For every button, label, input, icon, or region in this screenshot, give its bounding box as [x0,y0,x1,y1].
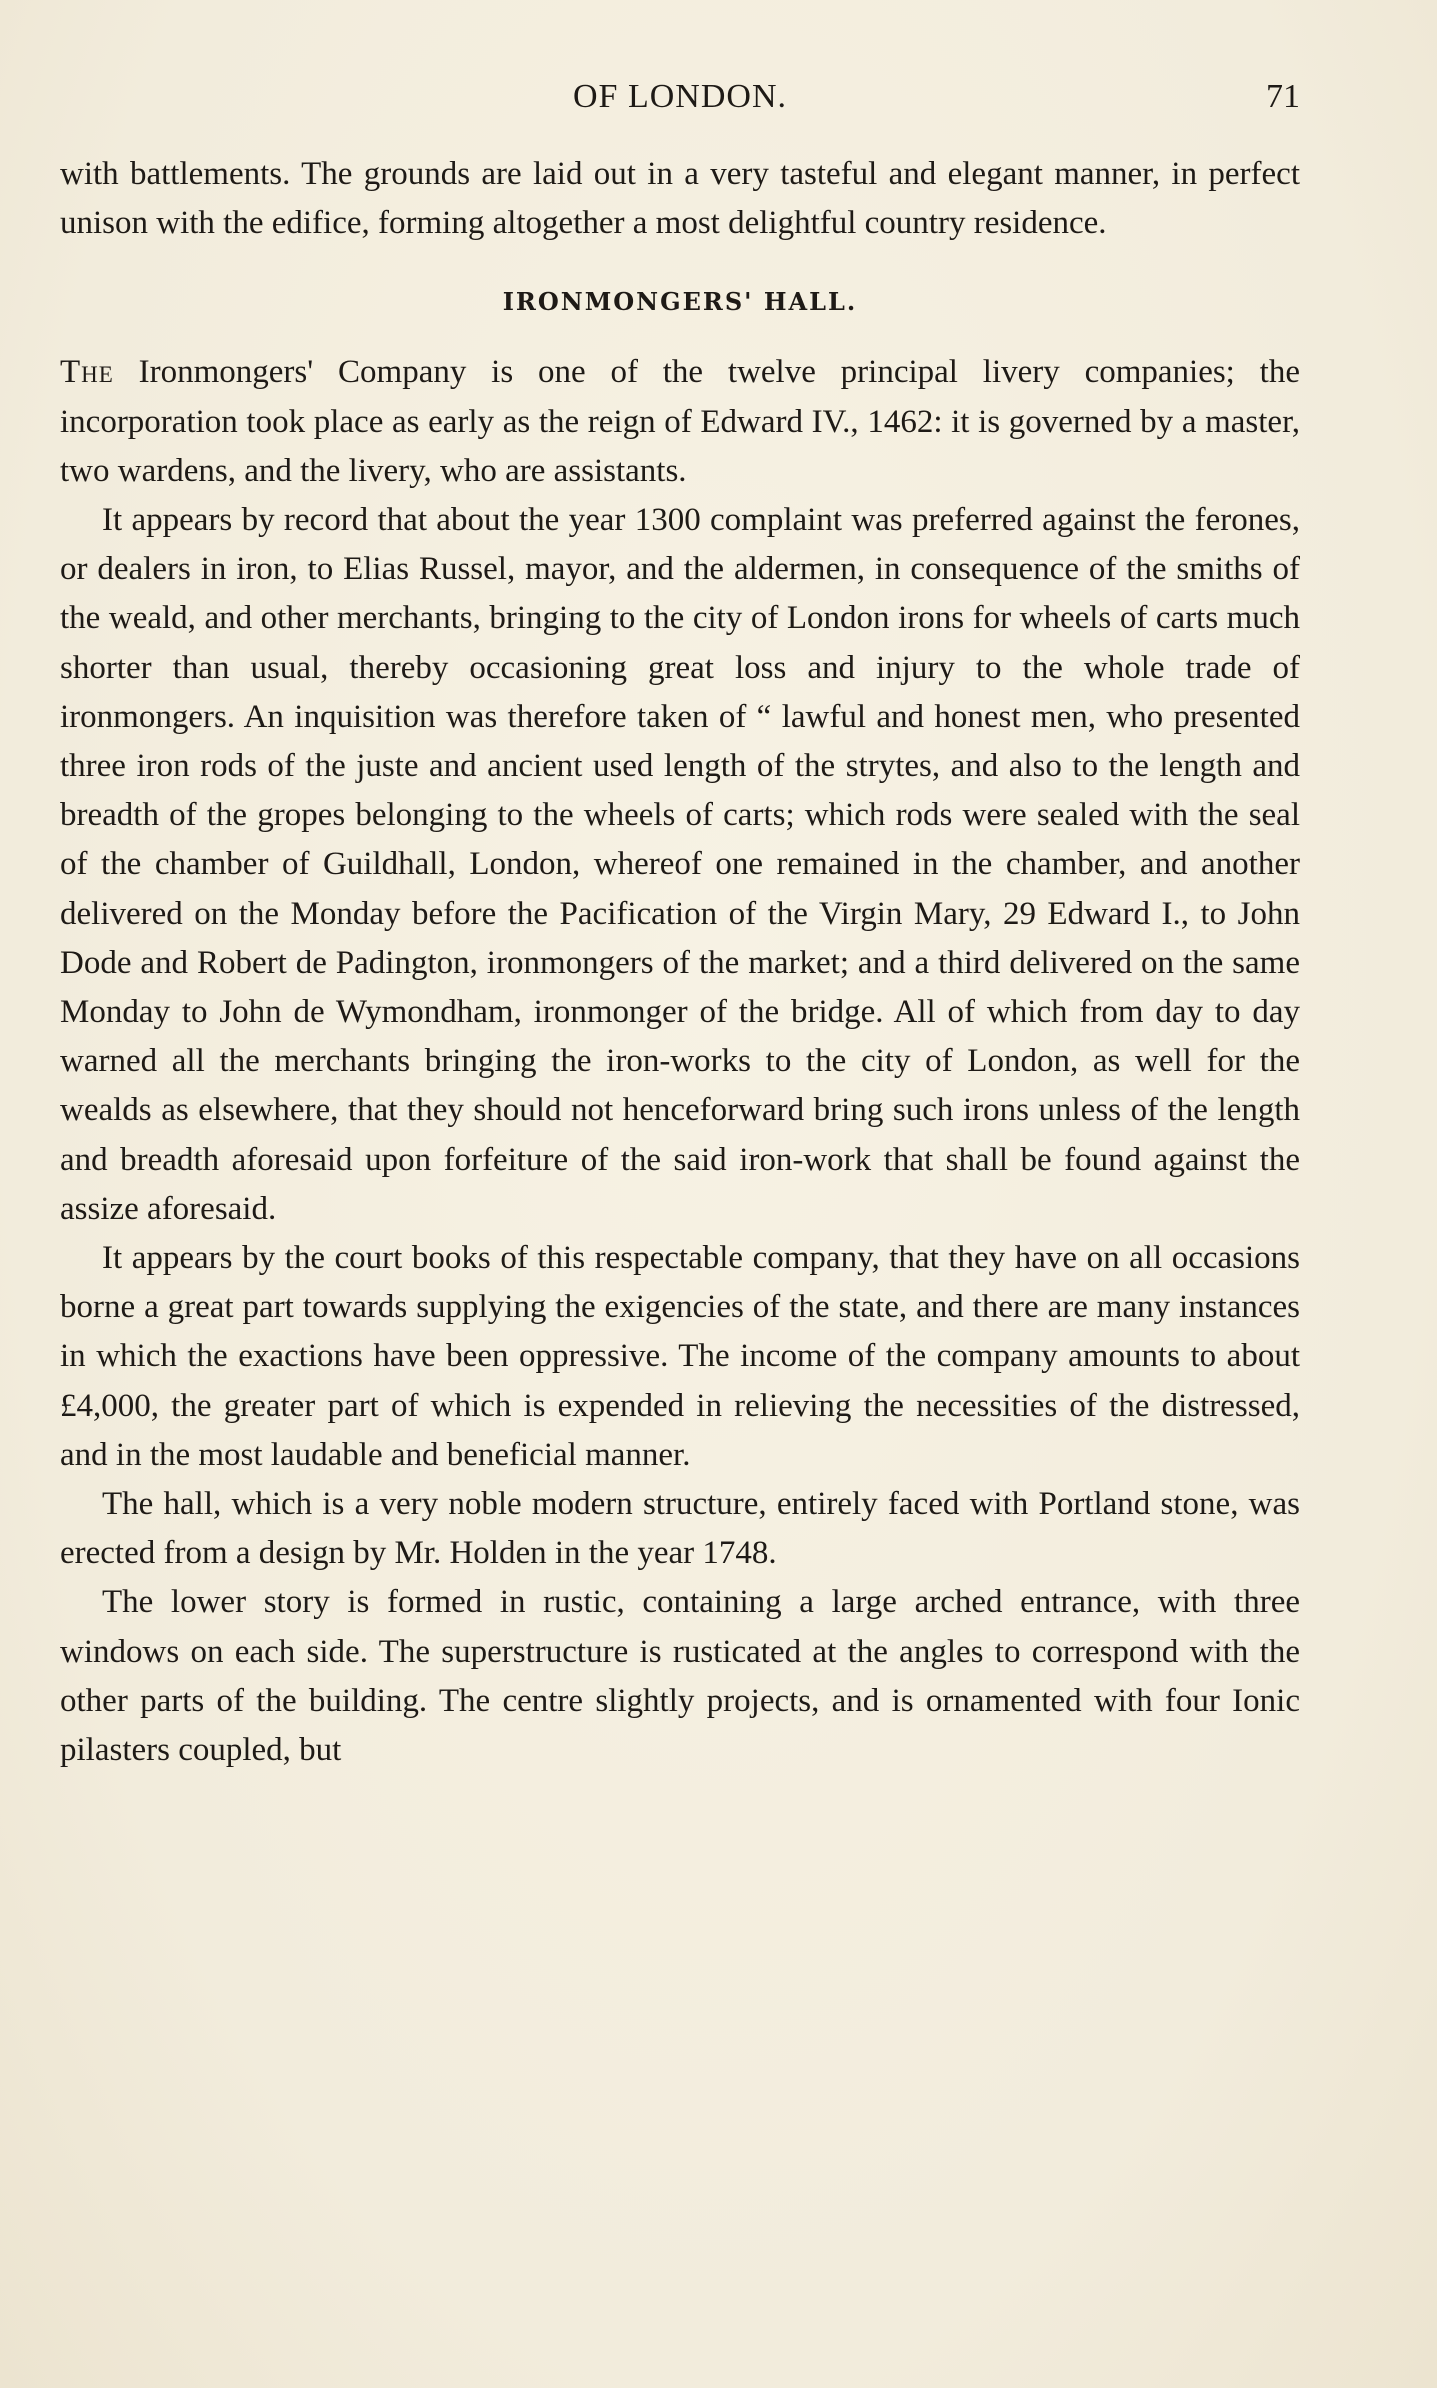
paragraph-lower-story: The lower story is formed in rustic, containing a large arched entrance, with three windows on each side. The superstructure is rusticated at the angles to correspond with the other parts of the building. The centre slightly projects, and is ornamented with four Ionic pilasters coupled, but [60,1584,1300,1769]
page-body [60,150,1300,1775]
running-title: OF LONDON. [573,78,787,115]
paragraph-lead-word: The [60,354,114,391]
paragraph-text: Ironmongers' Company is one of the twelve principal livery companies; the incorporation took place as early as the reign of Edward IV., 1462: it is governed by a master, two wardens, and the livery, who are assistants. [60,354,1300,489]
page-header [60,78,1300,126]
paragraph-record-complaint: It appears by record that about the year 1300 complaint was preferred against the ferones, or dealers in iron, to Elias Russel, mayor, and the aldermen, in consequence of the smiths of the weald, and other merchants, bringing to the city of London irons for wheels of carts much shorter than usual, thereby occasioning great loss and injury to the whole trade of ironmongers. An inquisition was therefore taken of “ lawful and honest men, who presented three iron rods of the juste and ancient used length of the strytes, and also to the length and breadth of the gropes belonging to the wheels of carts; which rods were sealed with the seal of the chamber of Guildhall, London, whereof one remained in the chamber, and another delivered on the Monday before the Pacification of the Virgin Mary, 29 Edward I., to John Dode and Robert de Padington, ironmongers of the market; and a third delivered on the same Monday to John de Wymondham, ironmonger of the bridge. All of which from day to day warned all the merchants bringing the iron-works to the city of London, as well for the wealds as elsewhere, that they should not henceforward bring such irons unless of the length and breadth aforesaid upon forfeiture of the said iron-work that shall be found against the assize aforesaid. [60,502,1300,1227]
paragraph-court-books: It appears by the court books of this respectable company, that they have on all occasions borne a great part towards supplying the exigencies of the state, and there are many instances in which the exactions have been oppressive. The income of the company amounts to about £4,000, the greater part of which is expended in relieving the necessities of the distressed, and in the most laudable and beneficial manner. [60,1240,1300,1473]
section-heading: IRONMONGERS' HALL. [502,287,858,317]
paragraph-company-intro [60,348,1300,496]
opening-paragraph: with battlements. The grounds are laid out in a very tasteful and elegant manner, in perfect unison with the edifice, forming altogether a most delightful country residence. [60,156,1300,242]
paragraph-hall-structure: The hall, which is a very noble modern structure, entirely faced with Portland stone, was erected from a design by Mr. Holden in the year 1748. [60,1486,1300,1572]
page-number: 71 [1266,78,1300,115]
